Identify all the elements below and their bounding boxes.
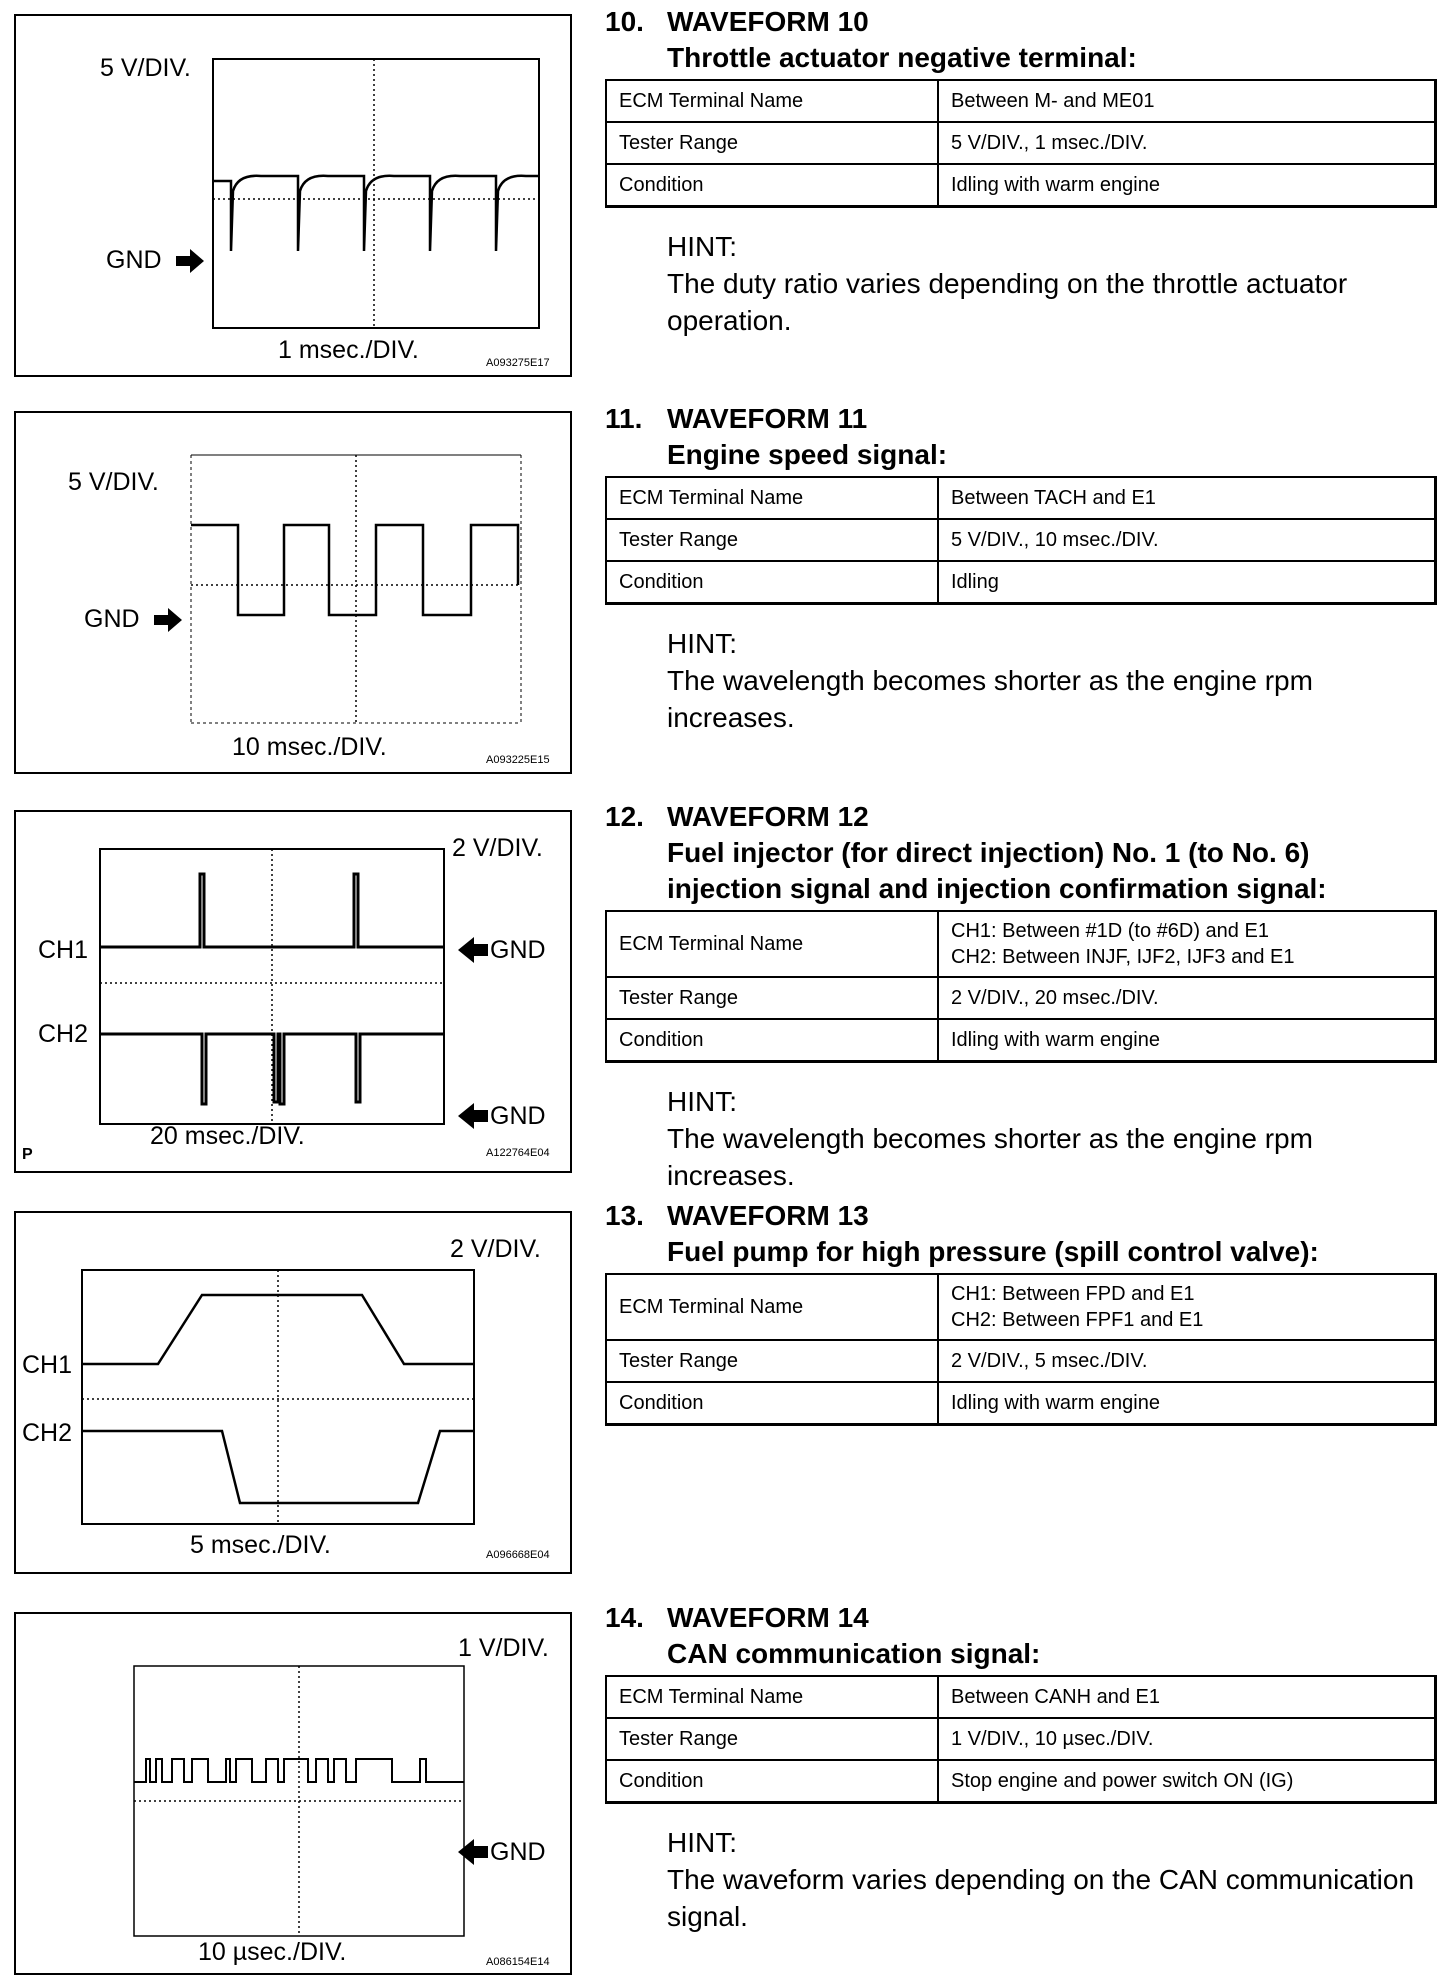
waveform-10-section [605,4,1437,339]
gnd-arrow-icon [154,608,182,632]
row-label: Tester Range [606,122,938,164]
waveform-12-section [605,799,1437,1194]
table-row [606,1760,1436,1803]
hint-label: HINT: [667,1086,737,1117]
row-label: Tester Range [606,977,938,1019]
gnd-label: GND [490,1102,546,1130]
waveform-11-trace [191,525,518,615]
table-row [606,519,1436,561]
section-number: 13. [605,1200,644,1231]
volts-per-div-label: 5 V/DIV. [100,54,191,82]
row-label: ECM Terminal Name [606,477,938,519]
ch1-label: CH1 [22,1351,73,1379]
section-subtitle: Engine speed signal: [667,439,948,470]
section-heading [605,1198,1437,1234]
waveform-10-figure [14,14,572,377]
row-value: 5 V/DIV., 1 msec./DIV. [938,122,1436,164]
section-title: WAVEFORM 10 [667,6,869,37]
row-value-line: CH2: Between FPF1 and E1 [951,1309,1204,1331]
time-per-div-label: 10 msec./DIV. [232,733,387,761]
row-value: 2 V/DIV., 20 msec./DIV. [938,977,1436,1019]
ch1-label: CH1 [38,936,89,964]
hint-label: HINT: [667,1827,737,1858]
row-label: ECM Terminal Name [606,80,938,122]
volts-per-div-label: 5 V/DIV. [68,468,159,496]
row-label: Condition [606,1760,938,1803]
ch2-label: CH2 [38,1020,89,1048]
gnd-arrow-icon [458,1103,488,1129]
row-value: Between CANH and E1 [938,1676,1436,1718]
section-title: WAVEFORM 12 [667,801,869,832]
table-row [606,164,1436,207]
hint-label: HINT: [667,628,737,659]
table-row [606,1676,1436,1718]
row-label: ECM Terminal Name [606,911,938,977]
waveform-12-figure [14,810,572,1173]
table-row [606,122,1436,164]
section-number: 11. [605,403,643,434]
time-per-div-label: 20 msec./DIV. [150,1122,305,1150]
gnd-arrow-icon [458,1839,488,1865]
section-number: 10. [605,6,644,37]
row-label: Condition [606,1382,938,1425]
table-row [606,1718,1436,1760]
row-label: Tester Range [606,1718,938,1760]
time-per-div-label: 10 µsec./DIV. [198,1938,347,1966]
row-value-line: CH1: Between FPD and E1 [951,1283,1195,1305]
waveform-13-section [605,1198,1437,1426]
row-label: Condition [606,164,938,207]
section-heading [605,401,1437,437]
hint-text: The waveform varies depending on the CAN communication signal. [667,1864,1415,1932]
row-label: ECM Terminal Name [606,1274,938,1340]
waveform-11-section [605,401,1437,736]
row-value: Between TACH and E1 [938,477,1436,519]
section-heading [605,799,1437,835]
section-title: WAVEFORM 13 [667,1200,869,1231]
section-subtitle: Fuel injector (for direct injection) No. 1 (to No. 6) [667,837,1310,868]
time-per-div-label: 5 msec./DIV. [190,1531,331,1559]
waveform-11-figure [14,411,572,774]
row-value: Idling [938,561,1436,604]
table-row [606,977,1436,1019]
row-value [938,911,1436,977]
row-value: 2 V/DIV., 5 msec./DIV. [938,1340,1436,1382]
row-label: ECM Terminal Name [606,1676,938,1718]
table-row [606,1019,1436,1062]
spec-table [605,910,1437,1063]
table-row [606,1340,1436,1382]
gnd-arrow-icon [458,937,488,963]
time-per-div-label: 1 msec./DIV. [278,336,419,364]
section-subtitle: Throttle actuator negative terminal: [667,42,1137,73]
row-value [938,1274,1436,1340]
row-value-line: CH2: Between INJF, IJF2, IJF3 and E1 [951,946,1295,968]
section-subtitle: Fuel pump for high pressure (spill control valve): [667,1236,1319,1267]
row-value: Idling with warm engine [938,1382,1436,1425]
hint-block [667,228,1437,339]
hint-text: The wavelength becomes shorter as the engine rpm increases. [667,665,1313,733]
hint-block [667,1824,1437,1935]
table-row [606,1382,1436,1425]
hint-label: HINT: [667,231,737,262]
section-number: 12. [605,801,644,832]
spec-table [605,1675,1437,1804]
hint-text: The duty ratio varies depending on the throttle actuator operation. [667,268,1348,336]
gnd-label: GND [84,605,140,633]
row-label: Tester Range [606,519,938,561]
gnd-label: GND [490,1838,546,1866]
page-mark: P [22,1146,33,1163]
spec-table [605,1273,1437,1426]
waveform-10-trace [213,176,539,251]
waveform-14-scope [16,1614,574,1977]
volts-per-div-label: 2 V/DIV. [452,834,543,862]
row-value: Idling with warm engine [938,1019,1436,1062]
section-subtitle-line2: injection signal and injection confirmation signal: [667,873,1327,904]
ch2-label: CH2 [22,1419,73,1447]
section-heading [605,1600,1437,1636]
section-title: WAVEFORM 11 [667,403,868,434]
row-value-line: CH1: Between #1D (to #6D) and E1 [951,920,1269,942]
row-value: Between M- and ME01 [938,80,1436,122]
section-number: 14. [605,1602,644,1633]
figure-id: A093225E15 [486,754,550,766]
row-value: 1 V/DIV., 10 µsec./DIV. [938,1718,1436,1760]
table-row [606,561,1436,604]
table-row [606,1274,1436,1340]
hint-text: The wavelength becomes shorter as the engine rpm increases. [667,1123,1313,1191]
table-row [606,80,1436,122]
hint-block [667,1083,1437,1194]
section-subtitle: CAN communication signal: [667,1638,1041,1669]
volts-per-div-label: 1 V/DIV. [458,1634,549,1662]
row-label: Condition [606,561,938,604]
section-heading [605,4,1437,40]
figure-id: A093275E17 [486,357,550,369]
row-value: Stop engine and power switch ON (IG) [938,1760,1436,1803]
table-row [606,911,1436,977]
waveform-14-figure [14,1612,572,1975]
row-label: Condition [606,1019,938,1062]
row-value: Idling with warm engine [938,164,1436,207]
hint-block [667,625,1437,736]
waveform-14-section [605,1600,1437,1935]
row-value: 5 V/DIV., 10 msec./DIV. [938,519,1436,561]
gnd-label: GND [106,246,162,274]
gnd-label: GND [490,936,546,964]
figure-id: A096668E04 [486,1549,550,1561]
waveform-13-figure [14,1211,572,1574]
volts-per-div-label: 2 V/DIV. [450,1235,541,1263]
section-title: WAVEFORM 14 [667,1602,869,1633]
waveform-13-scope [16,1213,574,1576]
row-label: Tester Range [606,1340,938,1382]
spec-table [605,476,1437,605]
table-row [606,477,1436,519]
spec-table [605,79,1437,208]
figure-id: A086154E14 [486,1956,550,1968]
gnd-arrow-icon [176,249,204,273]
figure-id: A122764E04 [486,1147,550,1159]
